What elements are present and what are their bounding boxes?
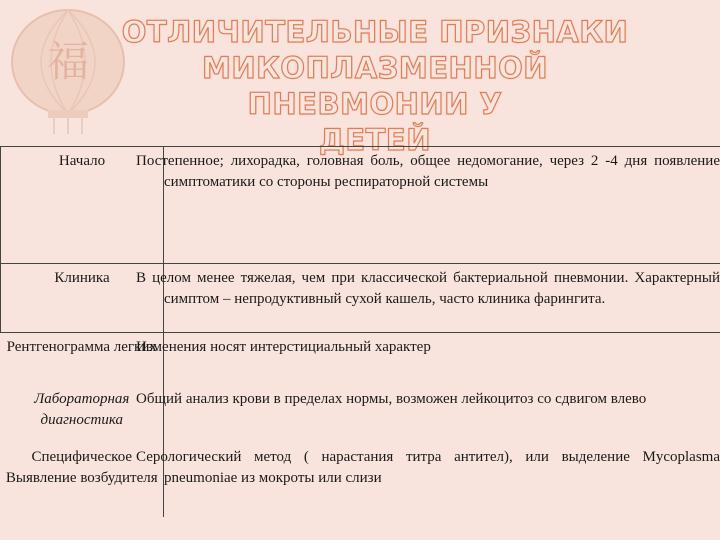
row-label: Рентгенограмма легких <box>1 333 164 386</box>
table-row <box>1 441 720 517</box>
features-table <box>0 146 720 517</box>
row-text: В целом менее тяжелая, чем при классической бактериальной пневмонии. Характерный симптом – непродуктивный сухой кашель, часто клиника фарингита. <box>164 264 720 333</box>
title-line-3: ДЕТЕЙ <box>318 123 431 157</box>
row-text: Изменения носят интерстициальный характер <box>136 339 431 355</box>
table-row <box>1 264 720 333</box>
row-label: Специфическое Выявление возбудителя <box>1 441 164 517</box>
lantern-glyph: 福 <box>46 37 90 86</box>
title-line-1: ОТЛИЧИТЕЛЬНЫЕ ПРИЗНАКИ <box>121 15 629 49</box>
row-text: Постепенное; лихорадка, головная боль, общее недомогание, через 2 -4 дня появление симптоматики со стороны респираторной системы <box>164 147 720 264</box>
page-title <box>95 14 655 158</box>
row-label: Лабораторная диагностика <box>1 385 164 441</box>
table-row <box>1 147 720 264</box>
row-text: Серологический метод ( нарастания титра антител), или выделение Mycoplasma pneumoniae из мокроты или слизи <box>136 449 720 486</box>
table-row <box>1 333 720 386</box>
row-label: Начало <box>1 147 164 264</box>
table-row <box>1 385 720 441</box>
row-text: Общий анализ крови в пределах нормы, возможен лейкоцитоз со сдвигом влево <box>136 391 647 407</box>
row-label: Клиника <box>1 264 164 333</box>
title-line-2: МИКОПЛАЗМЕННОЙ ПНЕВМОНИИ У <box>201 51 549 121</box>
